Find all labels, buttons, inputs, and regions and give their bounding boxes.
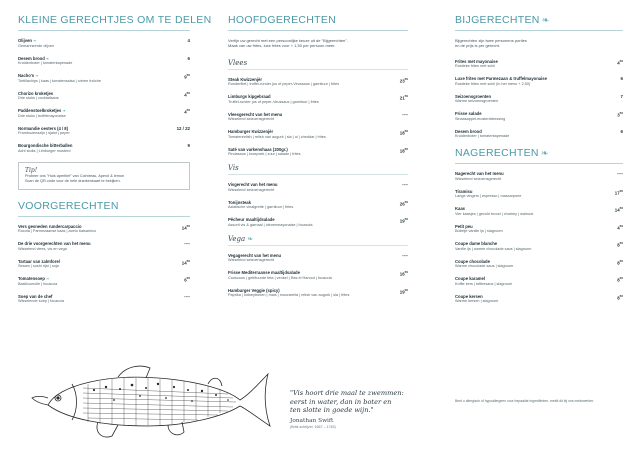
menu-item-name-text: Visgerecht van het menu [228,182,278,188]
price-main: ---- [184,241,190,246]
menu-item-price [617,171,623,176]
allergy-footnote: Bent u allergisch of hypoallergeen voor bepaalde ingrediënten, meldt dit bij ons medewerker. [455,399,594,403]
quote-author-subtitle: (Brits schrijver, 1667 – 1745) [290,424,336,429]
divider [228,174,408,175]
menu-item [18,241,190,252]
intro-line: Bijgerechten zijn twee personens porties [455,38,527,43]
menu-item-name-text: Tartaar van zalmforel [18,258,60,264]
menu-item-name-text: De drie voorgerechten van het menu [18,241,91,246]
menu-item-description: Lange vingers | espresso | mascarpone [455,194,522,199]
menu-item-price [615,189,623,195]
menu-item [18,259,190,270]
menu-item-name-text: Saté van varkenshaas (200gr.) [228,146,288,152]
subheading-label: Vis [228,164,239,173]
menu-item-price [182,224,190,230]
menu-item-description: Paprika | kidneybonen | mais | mozzarella | relish van augurk | sla | frites [228,293,350,298]
menu-item-price [400,147,408,153]
menu-item-name-text: Pêcheur maaltijdsalade [228,217,275,223]
section-title-starters: VOORGERECHTEN [18,199,119,212]
divider [228,245,408,246]
menu-item-description: Drie stuks | cocktailsaus [18,96,59,100]
vega-list [228,253,408,299]
menu-item-description: Acht stuks | Limburger mosterd [18,148,71,153]
price-main: 4 [184,91,187,97]
menu-item [455,241,623,252]
menu-item-name-text: Hamburger Veggie (spicy) [228,287,280,293]
menu-item-description: Vier kaasjes | gevuld brood | chutney | walnoot [455,211,534,216]
menu-item-description: Tortillachips | kaas | tomatensalsa | crème fraîche [18,78,101,83]
leaf-icon: ❧ [44,55,50,61]
menu-item-name-text: Vers gesneden rundercarpaccio [18,223,82,229]
menu-item-price [615,206,623,212]
menu-item-name-text: Nacho's [18,73,35,78]
menu-item [18,126,190,137]
divider [455,30,623,31]
desserts-list [455,171,623,304]
menu-item-price [617,241,623,247]
price-cents: 50 [404,76,408,81]
menu-item-price [400,94,408,100]
tip-text: Probeer ons "Huis aperitief" van Cointreau, Aperol & lemon [25,173,125,178]
tip-text: Scan de QR-code voor de hele drankenkaart te bekijken. [25,178,121,183]
quote-author: Jonathan Swift [290,417,334,424]
menu-item-description: Kruidenboter | tomatentapenade [18,61,73,65]
menu-item-name-text: Coupe kersen [455,293,483,299]
menu-item-price [621,76,623,81]
price-main: 9 [187,143,190,148]
price-main: 12 / 22 [176,125,190,131]
leaf-icon: ❧ [247,234,254,243]
menu-item [18,294,190,305]
menu-item-description: Gemarineerde olijven [18,43,55,48]
column-sides-desserts [455,14,623,311]
price-main: 3 [617,112,620,118]
price-main: 6 [620,128,623,134]
price-cents: 50 [404,146,408,151]
menu-item-name-text: Tonijnsteak [228,199,251,205]
intro-line: Maak van uw frites, luxe frites voor + 1,50 per persoon meer. [228,43,336,49]
menu-item-description: Runderfilet | truffel-runder jus of peper-Veussaus | garnituur | frites [228,82,340,87]
menu-item-price [188,143,190,148]
divider [18,30,190,31]
menu-item-name-text: Steak Kwizzenjèr [228,76,262,82]
divider [455,163,623,164]
column-main-courses [228,14,408,305]
menu-item-price [182,259,190,265]
section-title-main-courses: HOOFDGERECHTEN [228,14,337,26]
price-main: 19 [399,218,405,224]
menu-item-description: Koffie kers | toffeesaus | slagroom [455,281,513,286]
intro-line: en de prijs is per gerecht. [455,43,500,49]
menu-item [228,217,408,228]
menu-item-description: Sinaasappel-mosterddressing [455,116,506,121]
menu-item [18,224,190,235]
intro-line: Verfijn uw gerecht met een persoonlijke keuze uit de "Bijgerechten". [228,38,348,43]
menu-item [18,276,190,287]
price-main: 8 [617,260,620,266]
menu-item-description: Vanille ijs | warme chocolade saus | slagroom [455,246,532,251]
starters-list [18,224,190,305]
menu-item-description: Rucola | Parmezaanse kaas | aceto balsamico [18,229,96,233]
section-title-sides [455,14,623,26]
menu-item [18,56,190,67]
menu-item-name-text: Frisse Mediterraanse maaltijdsalade [228,270,300,276]
menu-item [455,171,623,182]
menu-item-description: Wisselend seizoensgerecht [228,187,275,192]
price-cents: 50 [619,276,623,281]
menu-item-name-text: Bourgondische bitterballen [18,143,73,148]
price-cents: 50 [186,258,190,263]
tip-box [18,162,190,190]
subheading-vega [228,235,408,243]
menu-item [228,253,408,264]
quote-line: ten slotte in goede wijn." [290,406,374,415]
menu-item [455,294,623,305]
price-cents: 50 [186,108,190,112]
menu-item [455,206,623,217]
menu-item-name-text: Paddenstoelkroketjes [18,108,62,113]
menu-item-price [402,112,408,117]
menu-item [18,143,190,154]
menu-item-price [188,38,190,43]
menu-item-price [184,73,190,79]
menu-item [228,147,408,158]
price-cents: 50 [404,287,408,292]
menu-item-description: Bolletje vanille ijs | slagroom [455,229,503,234]
menu-item-price [617,276,623,282]
menu-item-description: Wisselend seizoensgerecht [455,176,502,181]
section-title-small-dishes: KLEINE GERECHTJES OM TE DELEN [18,14,212,26]
menu-item [455,259,623,270]
menu-item [455,76,623,87]
price-cents: 50 [186,223,190,228]
leaf-icon: ❧ [541,15,550,25]
section-title-text: BIJGERECHTEN [455,14,540,26]
price-cents: 50 [619,58,623,63]
price-main: 18 [399,148,405,154]
trout-illustration-icon [28,360,273,445]
sides-list [455,59,623,140]
menu-item [455,94,623,105]
menu-item-name-text: Luxe frites met Parmezaan & truffelmayonaise [455,76,547,82]
fish-list [228,182,408,228]
menu-item-name-text: Vleesgerecht van het menu [228,111,283,117]
price-main: 23 [399,78,405,84]
price-main: 14 [181,259,187,265]
menu-item-description: Wisselende soep | focaccia [18,299,64,303]
menu-item [228,270,408,281]
menu-item-name-text: Limburgs kipgebraad [228,94,271,100]
price-main: ---- [617,171,623,177]
price-cents: 50 [619,223,623,228]
menu-item-price [621,129,623,134]
menu-item-description: Aziatische vinaigrette | garnituur | frites [228,205,294,210]
menu-item-name-text: Petit peu [455,223,473,229]
subheading-label: Vega [228,234,246,243]
price-main: 4 [617,225,620,231]
menu-item-price [400,217,408,223]
menu-item [455,59,623,70]
price-main: 6 [184,277,187,283]
menu-item-description: Frambozenazijn | sjalot | peper [18,131,70,135]
menu-item-description: Tomatenrelish | relish van augurk | sla | ui | cheddar | frites [228,134,326,139]
price-main: 8 [617,242,620,248]
menu-item-name-text: Vegagerecht van het menu [228,252,282,258]
menu-item-price [617,259,623,265]
menu-item-price [621,94,623,99]
price-main: 4 [184,109,187,115]
menu-item-price [617,59,623,65]
column-small-dishes [18,14,212,311]
menu-item-description: Truffel-runder jus of peper-Veussaus | garnituur | frites [228,99,319,104]
menu-item-description: Drie stuks | truffelmayonaise [18,113,66,118]
menu-item-name-text: Olijven [18,38,32,43]
menu-item-price [184,276,190,282]
menu-item [228,77,408,88]
section-title-desserts [455,147,623,159]
menu-item [228,182,408,193]
price-main: 6 [187,55,190,61]
menu-item-price [402,182,408,187]
menu-item-price [617,111,623,117]
price-main: ---- [402,252,408,258]
price-main: ---- [402,111,408,117]
menu-item-description: Warme chocolade saus | slagroom [455,264,514,269]
leaf-icon: ❧ [61,108,66,113]
tip-label: Tip! [25,166,38,174]
menu-item-price [617,224,623,230]
leaf-icon: ❧ [34,73,39,78]
price-cents: 50 [619,293,623,298]
menu-item-description: Wisselend seizoensgerecht [228,258,275,263]
leaf-icon: ❧ [44,276,50,281]
menu-item-name-text: Desem brood [455,128,482,134]
subheading-meat [228,59,408,67]
price-main: 6 [620,76,623,82]
section-title-text: NAGERECHTEN [455,147,539,160]
menu-item-name-text: Frisse salade [455,111,482,117]
price-main: 14 [614,207,620,213]
menu-item-name-text: Frites met mayonaise [455,58,498,64]
menu-item [228,288,408,299]
menu-item-description: Kruidenboter | tomatentapenade [455,134,510,139]
price-main: 18 [399,130,405,136]
divider [18,216,190,217]
menu-item-price [177,126,190,131]
price-main: 4 [187,38,190,43]
price-cents: 50 [619,241,623,246]
meat-list [228,77,408,158]
price-cents: 50 [404,270,408,275]
price-main: 17 [614,190,620,196]
menu-item-description: Rustieke frites met schil [455,64,496,69]
price-cents: 50 [186,276,190,280]
price-cents: 50 [404,129,408,134]
menu-item-description: Rustieke frites met schil (in het menu + 2,50) [455,81,531,86]
menu-item [455,276,623,287]
divider [228,30,408,31]
price-main: 16 [399,271,405,277]
menu-item-description: Assorti vis & garnaal | citroenmayonaise | focaccia [228,222,313,227]
price-main: 26 [399,201,405,207]
menu-item-name-text: Tomatensoep [18,276,45,281]
sides-intro [455,38,623,49]
menu-item [18,91,190,102]
leaf-icon: ❧ [540,148,549,159]
menu-item-name-text: Hamburger Kwizzenjèr [228,129,274,135]
main-courses-intro [228,38,408,49]
menu-item-description: Warme seizoensgroenten [455,99,499,104]
menu-item-price [188,56,190,61]
menu-item-price [400,200,408,206]
menu-item-price [400,77,408,83]
menu-item-name-text: Chorizo kroketjes [18,90,54,96]
price-main: 8 [617,277,620,283]
menu-item-name-text: Normandie oesters (4 / 8) [18,125,69,131]
menu-item [18,38,190,49]
quote-block [290,389,440,429]
menu-item-name-text: Desem brood [18,55,45,61]
quote-line: "Vis hoort drie maal te zwemmen: [290,389,404,397]
quote-line: eerst in water, dan in boter en [290,397,392,406]
price-main: 9 [184,74,187,80]
menu-item-description: Wisselend seizoensgerecht [228,117,275,122]
menu-item-price [184,241,190,246]
price-main: 19 [399,289,405,295]
menu-item-name-text: Kaas [455,206,466,212]
menu-item-price [184,294,190,299]
price-main: ---- [402,182,408,188]
price-cents: 50 [404,217,408,222]
price-cents: 50 [619,258,623,263]
price-cents: 50 [404,199,408,204]
subheading-fish [228,164,408,172]
menu-item-description: Warme kersen | slagroom [455,299,499,304]
price-main: 14 [181,224,187,230]
subheading-label: Vlees [228,58,248,67]
menu-item-name-text: Tiramisu [455,188,473,194]
menu-item [18,73,190,84]
menu-item-description: Wisselend vlees, vis en vega [18,246,67,251]
menu-item-price [184,108,190,114]
menu-item [18,108,190,119]
menu-item [455,224,623,235]
menu-item-name-text: Soep van de chef [18,293,53,299]
leaf-icon: ❧ [31,38,37,43]
price-cents: 50 [619,206,623,211]
price-main: ---- [184,293,190,299]
small-dishes-list [18,38,190,154]
menu-item [228,129,408,140]
menu-item-name-text: Seizoensgroenten [455,93,492,99]
menu-item-price [402,253,408,258]
price-cents: 50 [404,94,408,99]
menu-item-description: Couscous | gefrituurde feta | venkel | Ras el Hanout | focaccia [228,275,332,280]
menu-item-price [400,288,408,294]
menu-item-name-text: Nagerecht van het menu [455,171,504,177]
price-main: 4 [617,60,620,66]
menu-item-price [400,270,408,276]
price-main: 21 [399,95,405,101]
price-cents: 50 [619,188,623,193]
menu-item [228,200,408,211]
price-main: 7 [620,93,623,99]
price-cents: 50 [619,111,623,116]
menu-item-price [184,91,190,97]
menu-item-price [400,129,408,135]
divider [228,69,408,70]
menu-item-description: Sesam | sushi rijst | soja [18,264,59,268]
price-cents: 50 [186,90,190,95]
menu-item-description: Basilicumolie | focaccia [18,281,58,286]
menu-item-name-text: Coupe chocolade [455,258,490,264]
menu-item [455,129,623,140]
price-main: 8 [617,295,620,301]
menu-item [455,111,623,122]
menu-item-name-text: Coupe karamel [455,276,486,282]
menu-item-name-text: Coupe dame blanche [455,241,498,247]
price-cents: 50 [186,73,190,77]
menu-item-price [617,294,623,300]
menu-item [455,189,623,200]
menu-item-description: Pindasaus | kroepoek | zuur | salade | frites [228,152,301,157]
menu-item [228,94,408,105]
menu-item [228,112,408,123]
